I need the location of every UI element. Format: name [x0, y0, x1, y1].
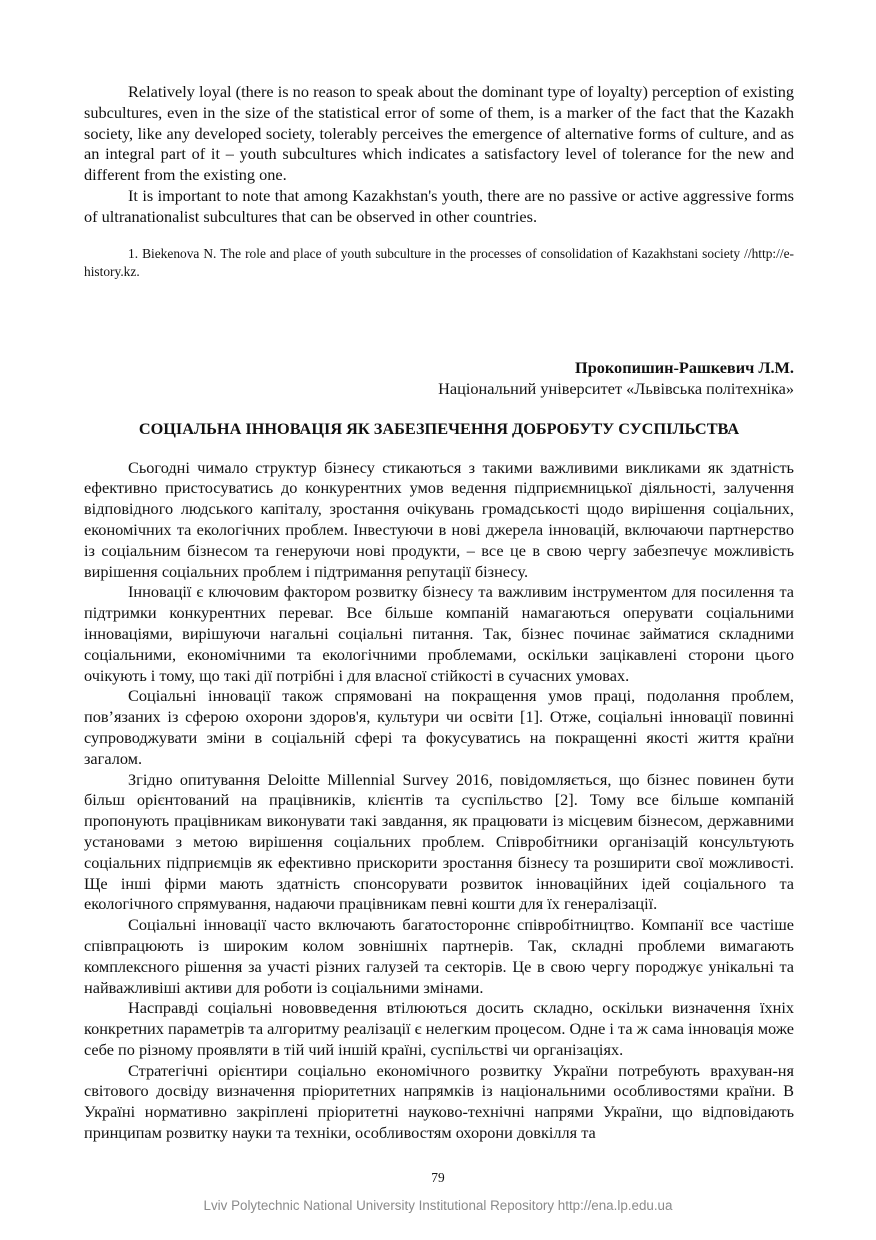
reference-item: 1. Biekenova N. The role and place of youth subculture in the processes of consolidation of Kazakhstani society //http://e-history.kz.: [84, 245, 794, 279]
english-paragraph-1: Relatively loyal (there is no reason to speak about the dominant type of loyalty) perception of existing subcultures, even in the size of the statistical error of some of them, is a marker of the fact that the Kazakh society, like any developed society, tolerably perceives the emergence of alternative forms of culture, and as an integral part of it – youth subcultures which indicates a satisfactory level of tolerance for the new and different from the existing one.: [84, 82, 794, 185]
body-paragraph: Сьогодні чимало структур бізнесу стикаються з такими важливими викликами як здатність ефективно пристосуватись до конкурентних умов ведення підприємницької діяльності, залучення відповідного людського капіталу, зростання очікувань громадськості щодо вирішення соціальних, економічних та екологічних проблем. Інвестуючи в нові джерела інновацій, включаючи партнерство із соціальним бізнесом та генеруючи нові продукти, – все це в свою чергу забезпечує можливість вирішення соціальних проблем і підтримання репутації бізнесу.: [84, 457, 794, 581]
body-paragraph: Стратегічні орієнтири соціально економічного розвитку України потребують врахуван-ня світового досвіду визначення пріоритетних напрямків із національними особливостями країни. В Україні нормативно закріплені пріоритетні науково-технічні напрями України, що відповідають принципам розвитку науки та техніки, особливостям охорони довкілля та: [84, 1060, 794, 1143]
english-paragraph-2: It is important to note that among Kazakhstan's youth, there are no passive or active aggressive forms of ultranationalist subcultures that can be observed in other countries.: [84, 185, 794, 226]
body-paragraph: Насправді соціальні нововведення втілюються досить складно, оскільки визначення їхніх конкретних параметрів та алгоритму реалізації є нелегким процесом. Одне і та ж сама інновація може себе по різному проявляти в тій чий іншій країні, суспільстві чи організаціях.: [84, 998, 794, 1059]
page-number: 79: [431, 1170, 445, 1185]
page-body: [84, 82, 794, 1144]
article-author: Прокопишин-Рашкевич Л.М.: [575, 357, 794, 377]
repository-footer: Lviv Polytechnic National University Institutional Repository http://ena.lp.edu.ua: [203, 1198, 673, 1213]
body-paragraph: Згідно опитування Deloitte Millennial Survey 2016, повідомляється, що бізнес повинен бути більш орієнтований на працівників, клієнтів та суспільство [2]. Тому все більше компаній пропонують працівникам виконувати такі завдання, як працювати із місцевим бізнесом, державними установами з метою вирішення соціальних проблем. Співробітники організацій консультують соціальних підприємців як ефективно прискорити зростання бізнесу та розширити свої можливості. Ще інші фірми мають здатність спонсорувати розвиток інноваційних ідей соціального та екологічного спрямування, надаючи працівникам певні кошти для їх генералізації.: [84, 769, 794, 914]
article-title: СОЦІАЛЬНА ІННОВАЦІЯ ЯК ЗАБЕЗПЕЧЕННЯ ДОБРОБУТУ СУСПІЛЬСТВА: [138, 418, 740, 438]
author-affiliation: Національний університет «Львівська політехніка»: [438, 378, 794, 398]
body-paragraph: Соціальні інновації часто включають багатостороннє співробітництво. Компанії все частіше співпрацюють із широким колом зовнішніх партнерів. Так, складні проблеми вимагають комплексного рішення за участі різних галузей та секторів. Це в свою чергу породжує унікальні та найважливіші активи для роботи із соціальними змінами.: [84, 915, 794, 997]
body-paragraph: Соціальні інновації також спрямовані на покращення умов праці, подолання проблем, пов’язаних із сферою охорони здоров'я, культури чи освіти [1]. Отже, соціальні інновації повинні супроводжувати зміни в соціальній сфері та фокусуватись на покращенні якості життя країни загалом.: [84, 686, 794, 768]
body-paragraph: Інновації є ключовим фактором розвитку бізнесу та важливим інструментом для посилення та підтримки конкурентних переваг. Все більше компаній намагаються оперувати соціальними інноваціями, вирішуючи нагальні соціальні питання. Так, бізнес починає займатися складними соціальними, економічними та екологічними проблемами, оскільки зацікавлені сторони цього очікують і тому, що такі дії потрібні і для власної стійкості в сучасних умовах.: [84, 582, 794, 685]
